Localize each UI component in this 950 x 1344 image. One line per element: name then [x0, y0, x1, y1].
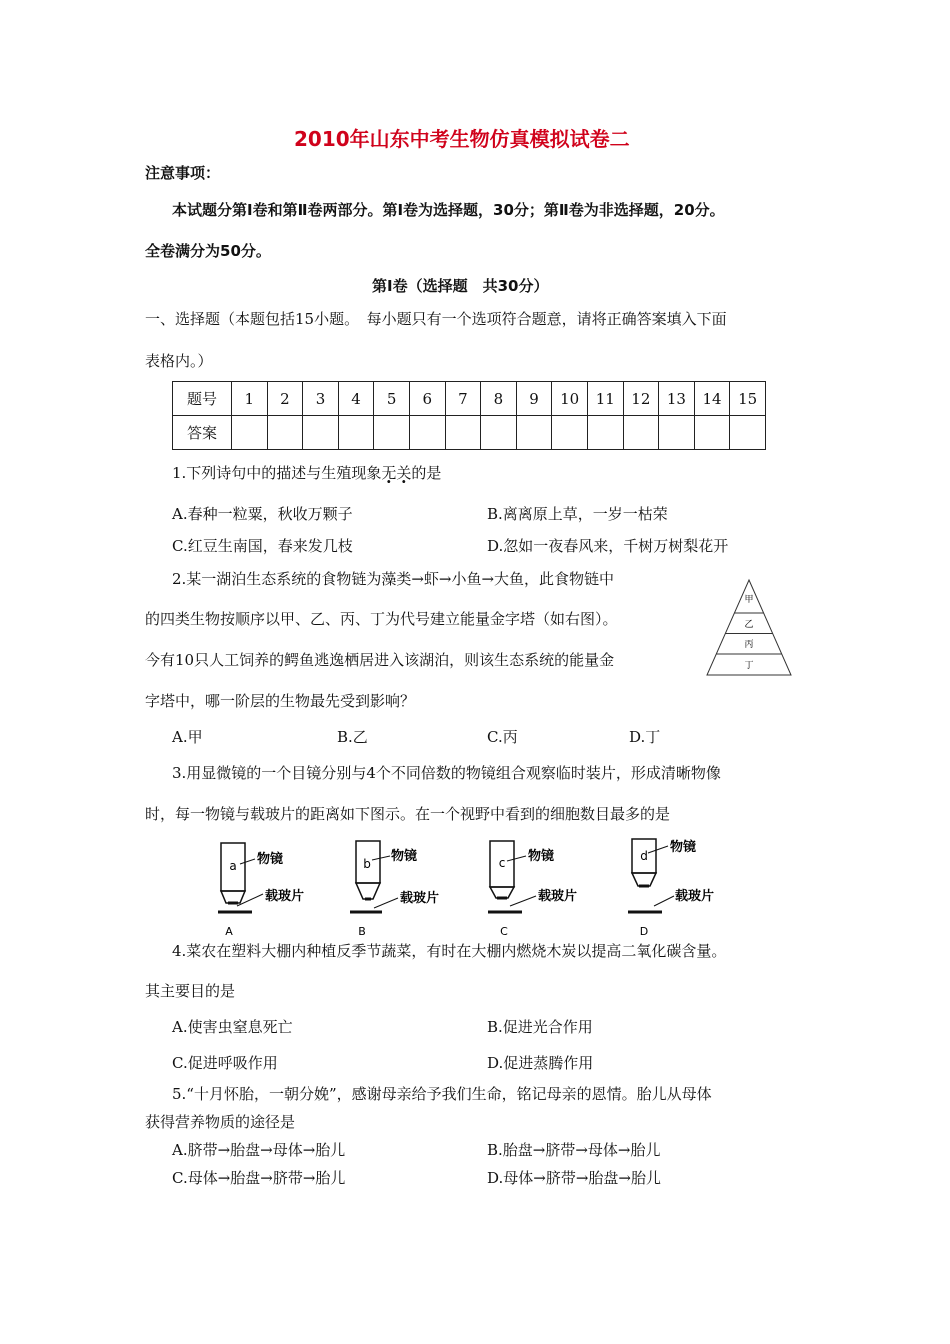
q5-option-c: C.母体→胎盘→脐带→胎儿	[172, 1169, 346, 1187]
question-number-cell: 4	[338, 382, 374, 416]
question-number-cell: 7	[445, 382, 481, 416]
answer-cell[interactable]	[232, 416, 268, 450]
q1-option-d: D.忽如一夜春风来，千树万树梨花开	[487, 537, 729, 555]
q1-emphasis-char-1: 无	[381, 464, 397, 482]
answer-cell[interactable]	[623, 416, 659, 450]
answer-cell[interactable]	[587, 416, 623, 450]
answer-cell[interactable]	[409, 416, 445, 450]
question-number-cell: 10	[552, 382, 588, 416]
table-row-answers	[173, 416, 766, 450]
q4-line-2: 其主要目的是	[145, 982, 236, 1000]
notice-heading: 注意事项：	[145, 164, 221, 182]
question-number-cell: 9	[516, 382, 552, 416]
question-number-cell: 3	[303, 382, 339, 416]
question-number-cell: 8	[481, 382, 517, 416]
q4-option-b: B.促进光合作用	[487, 1018, 593, 1036]
q3-line-2: 时，每一物镜与载玻片的距离如下图示。在一个视野中看到的细胞数目最多的是	[145, 805, 671, 823]
question-number-cell: 1	[232, 382, 268, 416]
page-title: 2010年山东中考生物仿真模拟试卷二	[294, 127, 630, 151]
question-number-cell: 15	[730, 382, 766, 416]
answer-cell[interactable]	[303, 416, 339, 450]
section-heading: 第Ⅰ卷（选择题 共30分）	[372, 277, 549, 295]
answer-cell[interactable]	[694, 416, 730, 450]
energy-pyramid-diagram	[700, 576, 800, 680]
objective-a	[218, 843, 304, 938]
q2-option-b: B.乙	[337, 728, 368, 746]
question-number-cell: 12	[623, 382, 659, 416]
q5-line-1: 5.“十月怀胎，一朝分娩”，感谢母亲给予我们生命，铭记母亲的恩情。胎儿从母体	[172, 1085, 712, 1103]
pyramid-level-3: 丙	[744, 640, 754, 650]
question-number-cell: 5	[374, 382, 410, 416]
objective-c	[488, 841, 577, 938]
q5-option-d: D.母体→脐带→胎盘→胎儿	[487, 1169, 661, 1187]
slide-label-a: 载玻片	[265, 889, 305, 904]
answer-cell[interactable]	[481, 416, 517, 450]
caption-d: D	[639, 925, 649, 938]
answer-cell[interactable]	[267, 416, 303, 450]
q1-option-c: C.红豆生南国，春来发几枝	[172, 537, 353, 555]
question-number-cell: 6	[409, 382, 445, 416]
answer-cell[interactable]	[338, 416, 374, 450]
instruction-line-1: 一、选择题（本题包括15小题。 每小题只有一个选项符合题意，请将正确答案填入下面	[145, 310, 727, 328]
q2-option-a: A.甲	[172, 728, 203, 746]
q5-option-a: A.脐带→胎盘→母体→胎儿	[172, 1141, 346, 1159]
q2-line-4: 字塔中，哪一阶层的生物最先受到影响？	[145, 692, 416, 710]
q2-line-1: 2.某一湖泊生态系统的食物链为藻类→虾→小鱼→大鱼，此食物链中	[172, 570, 615, 588]
answer-cell[interactable]	[552, 416, 588, 450]
pyramid-level-1: 甲	[744, 595, 754, 605]
q1-stem-start: 1.下列诗句中的描述与生殖现象	[172, 464, 382, 482]
answer-table	[172, 381, 766, 450]
answer-cell[interactable]	[659, 416, 695, 450]
q5-option-b: B.胎盘→脐带→母体→胎儿	[487, 1141, 661, 1159]
q3-line-1: 3.用显微镜的一个目镜分别与4个不同倍数的物镜组合观察临时装片，形成清晰物像	[172, 764, 721, 782]
caption-a: A	[225, 925, 233, 938]
objective-label-d: 物镜	[670, 840, 697, 855]
slide-label-b: 载玻片	[400, 891, 440, 906]
pyramid-level-4: 丁	[744, 661, 754, 671]
q4-option-a: A.使害虫窒息死亡	[172, 1018, 293, 1036]
table-row-numbers	[173, 382, 766, 416]
slide-label-c: 载玻片	[538, 889, 578, 904]
instruction-line-2: 表格内。）	[145, 352, 213, 370]
question-number-cell: 14	[694, 382, 730, 416]
objective-lens-diagram	[210, 836, 730, 940]
caption-c: C	[500, 925, 508, 938]
question-number-cell: 13	[659, 382, 695, 416]
answer-cell[interactable]	[516, 416, 552, 450]
q1-stem-end: 的是	[411, 464, 442, 482]
q2-option-c: C.丙	[487, 728, 518, 746]
q1-option-a: A.春种一粒粟，秋收万颗子	[172, 505, 353, 523]
q1-option-b: B.离离原上草，一岁一枯荣	[487, 505, 668, 523]
q1-emphasis-char-2: 关	[396, 464, 412, 482]
q2-option-d: D.丁	[629, 728, 661, 746]
objective-label-b: 物镜	[391, 849, 418, 864]
lens-letter-a: a	[229, 859, 237, 873]
q2-line-3: 今有10只人工饲养的鳄鱼逃逸栖居进入该湖泊，则该生态系统的能量金	[145, 651, 615, 669]
slide-label-d: 载玻片	[675, 889, 715, 904]
q5-line-2: 获得营养物质的途径是	[145, 1113, 296, 1131]
pyramid-level-2: 乙	[744, 620, 754, 630]
table-header-answer: 答案	[173, 416, 232, 450]
lens-letter-b: b	[363, 857, 371, 871]
caption-b: B	[358, 925, 366, 938]
question-number-cell: 11	[587, 382, 623, 416]
table-header-number: 题号	[173, 382, 232, 416]
notice-line-2: 全卷满分为50分。	[145, 242, 271, 260]
notice-line-1: 本试题分第Ⅰ卷和第Ⅱ卷两部分。第Ⅰ卷为选择题，30分；第Ⅱ卷为非选择题，20分。	[172, 201, 725, 219]
q2-line-2: 的四类生物按顺序以甲、乙、丙、丁为代号建立能量金字塔（如右图）。	[145, 610, 618, 628]
answer-cell[interactable]	[730, 416, 766, 450]
objective-b	[350, 841, 439, 938]
lens-letter-c: c	[498, 856, 506, 870]
answer-cell[interactable]	[445, 416, 481, 450]
lens-letter-d: d	[640, 849, 648, 863]
q4-line-1: 4.菜农在塑料大棚内种植反季节蔬菜，有时在大棚内燃烧木炭以提高二氧化碳含量。	[172, 942, 727, 960]
objective-d	[628, 839, 714, 938]
objective-label-c: 物镜	[528, 849, 555, 864]
question-number-cell: 2	[267, 382, 303, 416]
q1-stem	[172, 464, 441, 482]
q4-option-d: D.促进蒸腾作用	[487, 1054, 594, 1072]
q4-option-c: C.促进呼吸作用	[172, 1054, 278, 1072]
answer-cell[interactable]	[374, 416, 410, 450]
objective-label-a: 物镜	[257, 852, 284, 867]
